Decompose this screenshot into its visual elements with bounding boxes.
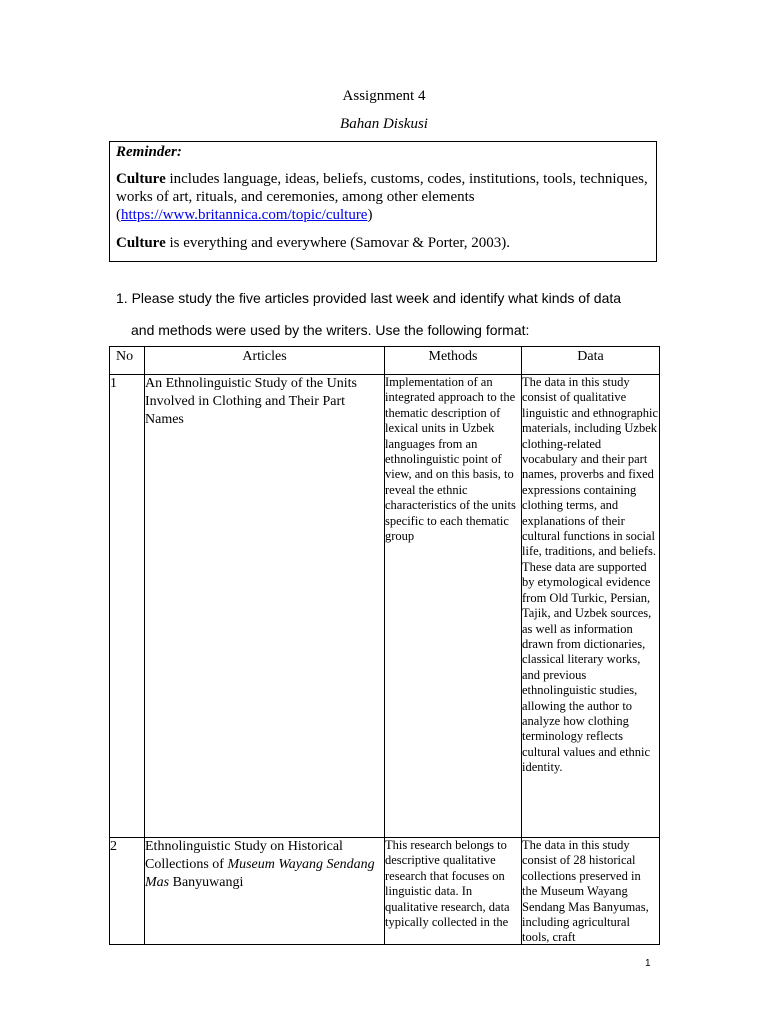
header-no: No bbox=[110, 347, 145, 375]
article-title: Ethnolinguistic Study on Historical Collections of Museum Wayang Sendang Mas Banyuwangi bbox=[145, 838, 385, 945]
page-subtitle: Bahan Diskusi bbox=[340, 116, 428, 132]
reminder-heading: Reminder: bbox=[116, 144, 182, 160]
table-header-row bbox=[110, 347, 660, 375]
methods-cell: This research belongs to descriptive qualitative research that focuses on linguistic data. In qualitative research, data typically collected in the bbox=[385, 838, 522, 945]
row-number: 2 bbox=[110, 838, 145, 945]
reminder-box bbox=[109, 141, 657, 262]
culture-term: Culture bbox=[116, 171, 166, 187]
row-number: 1 bbox=[110, 375, 145, 838]
article-title: An Ethnolinguistic Study of the Units Involved in Clothing and Their Part Names bbox=[145, 375, 385, 838]
header-data: Data bbox=[522, 347, 660, 375]
page-title: Assignment 4 bbox=[342, 88, 426, 104]
instruction-line-2: and methods were used by the writers. Use the following format: bbox=[131, 322, 530, 338]
table-row bbox=[110, 838, 660, 945]
table-row bbox=[110, 375, 660, 838]
header-articles: Articles bbox=[145, 347, 385, 375]
reminder-text-1-end: ) bbox=[367, 207, 373, 223]
articles-table bbox=[109, 346, 660, 945]
culture-term: Culture bbox=[116, 235, 166, 251]
britannica-link[interactable]: https://www.britannica.com/topic/culture bbox=[121, 207, 368, 223]
page-number: 1 bbox=[645, 958, 651, 969]
instruction-line-1: 1. Please study the five articles provided last week and identify what kinds of data bbox=[116, 290, 622, 306]
methods-cell: Implementation of an integrated approach to the thematic description of lexical units in Uzbek languages from an ethnolinguistic point of view, and on this basis, to reveal the ethnic characteristics of the units specific to each thematic group bbox=[385, 375, 522, 838]
reminder-text-2: is everything and everywhere (Samovar & Porter, 2003). bbox=[165, 235, 511, 251]
data-cell: The data in this study consist of 28 historical collections preserved in the Museum Wayang Sendang Mas Banyumas, including agricultural tools, craft bbox=[522, 838, 660, 945]
reminder-text-1: includes language, ideas, beliefs, customs, codes, institutions, tools, techniques, works of art, rituals, and ceremonies, among other elements ( bbox=[116, 171, 648, 223]
reminder-paragraph-1 bbox=[116, 170, 650, 224]
data-cell: The data in this study consist of qualitative linguistic and ethnographic materials, including Uzbek clothing-related vocabulary and their part names, proverbs and fixed expressions containing clothing terms, and explanations of their cultural functions in social life, traditions, and beliefs. These data are supported by etymological evidence from Old Turkic, Persian, Tajik, and Uzbek sources, as well as information drawn from dictionaries, classical literary works, and previous ethnolinguistic studies, allowing the author to analyze how clothing terminology reflects cultural values and ethnic identity. bbox=[522, 375, 660, 838]
header-methods: Methods bbox=[385, 347, 522, 375]
reminder-paragraph-2 bbox=[116, 234, 650, 253]
